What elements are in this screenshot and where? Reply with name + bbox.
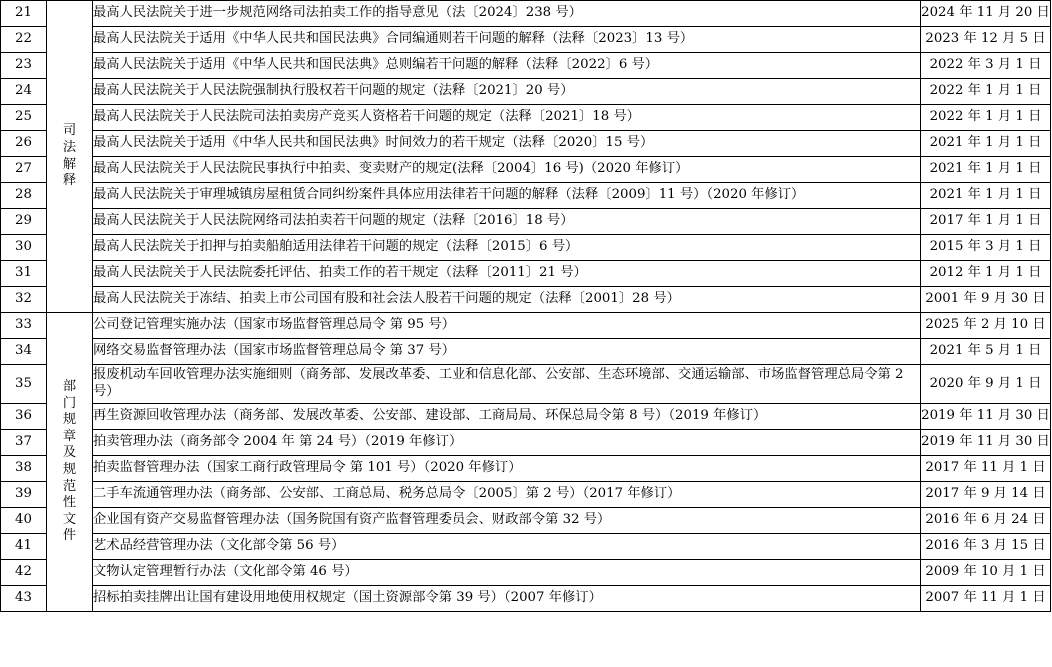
regulation-title: 拍卖管理办法（商务部令 2004 年 第 24 号）（2019 年修订）	[93, 430, 921, 456]
table-row	[1, 235, 1051, 261]
effective-date: 2017 年 1 月 1 日	[921, 209, 1051, 235]
effective-date: 2022 年 3 月 1 日	[921, 53, 1051, 79]
regulation-title: 招标拍卖挂牌出让国有建设用地使用权规定（国土资源部令第 39 号）（2007 年修订）	[93, 586, 921, 612]
table-row	[1, 79, 1051, 105]
table-row	[1, 53, 1051, 79]
regulation-title: 最高人民法院关于冻结、拍卖上市公司国有股和社会法人股若干问题的规定（法释〔2001〕28 号）	[93, 287, 921, 313]
regulation-title: 再生资源回收管理办法（商务部、发展改革委、公安部、建设部、工商局局、环保总局令第 8 号）（2019 年修订）	[93, 404, 921, 430]
category-char: 门	[62, 395, 77, 411]
effective-date: 2021 年 1 月 1 日	[921, 157, 1051, 183]
table-row	[1, 27, 1051, 53]
table-row	[1, 105, 1051, 131]
table-row	[1, 313, 1051, 339]
effective-date: 2020 年 9 月 1 日	[921, 365, 1051, 404]
regulation-title: 最高人民法院关于人民法院强制执行股权若干问题的规定（法释〔2021〕20 号）	[93, 79, 921, 105]
effective-date: 2019 年 11 月 30 日	[921, 430, 1051, 456]
row-number: 32	[1, 287, 47, 313]
category-char: 件	[62, 528, 77, 544]
category-char: 司	[62, 123, 77, 139]
category-char: 解	[62, 156, 77, 172]
row-number: 27	[1, 157, 47, 183]
table-row	[1, 261, 1051, 287]
effective-date: 2007 年 11 月 1 日	[921, 586, 1051, 612]
regulation-title: 最高人民法院关于适用《中华人民共和国民法典》合同编通则若干问题的解释（法释〔2023〕13 号）	[93, 27, 921, 53]
row-number: 43	[1, 586, 47, 612]
effective-date: 2023 年 12 月 5 日	[921, 27, 1051, 53]
regulation-title: 企业国有资产交易监督管理办法（国务院国有资产监督管理委员会、财政部令第 32 号）	[93, 508, 921, 534]
regulation-title: 最高人民法院关于人民法院委托评估、拍卖工作的若干规定（法释〔2011〕21 号）	[93, 261, 921, 287]
regulation-title: 最高人民法院关于适用《中华人民共和国民法典》时间效力的若干规定（法释〔2020〕15 号）	[93, 131, 921, 157]
effective-date: 2021 年 5 月 1 日	[921, 339, 1051, 365]
row-number: 34	[1, 339, 47, 365]
effective-date: 2016 年 6 月 24 日	[921, 508, 1051, 534]
row-number: 35	[1, 365, 47, 404]
table-row	[1, 534, 1051, 560]
regulation-title: 网络交易监督管理办法（国家市场监督管理总局令 第 37 号）	[93, 339, 921, 365]
table-row	[1, 157, 1051, 183]
row-number: 21	[1, 1, 47, 27]
regulation-title: 文物认定管理暂行办法（文化部令第 46 号）	[93, 560, 921, 586]
row-number: 36	[1, 404, 47, 430]
regulation-title: 最高人民法院关于人民法院司法拍卖房产竞买人资格若干问题的规定（法释〔2021〕18 号）	[93, 105, 921, 131]
row-number: 31	[1, 261, 47, 287]
effective-date: 2024 年 11 月 20 日	[921, 1, 1051, 27]
effective-date: 2001 年 9 月 30 日	[921, 287, 1051, 313]
row-number: 38	[1, 456, 47, 482]
table-row	[1, 209, 1051, 235]
table-row	[1, 560, 1051, 586]
row-number: 40	[1, 508, 47, 534]
category-cell	[47, 313, 93, 612]
category-char: 部	[62, 378, 77, 394]
table-row	[1, 456, 1051, 482]
row-number: 42	[1, 560, 47, 586]
regulation-title: 报废机动车回收管理办法实施细则（商务部、发展改革委、工业和信息化部、公安部、生态环境部、交通运输部、市场监督管理总局令第 2 号）	[93, 365, 921, 404]
category-char: 性	[62, 495, 77, 511]
row-number: 37	[1, 430, 47, 456]
table-row	[1, 508, 1051, 534]
category-char: 法	[62, 139, 77, 155]
row-number: 30	[1, 235, 47, 261]
effective-date: 2022 年 1 月 1 日	[921, 105, 1051, 131]
table-row	[1, 131, 1051, 157]
regulation-title: 最高人民法院关于适用《中华人民共和国民法典》总则编若干问题的解释（法释〔2022〕6 号）	[93, 53, 921, 79]
category-char: 范	[62, 478, 77, 494]
effective-date: 2025 年 2 月 10 日	[921, 313, 1051, 339]
effective-date: 2021 年 1 月 1 日	[921, 131, 1051, 157]
regulation-title: 最高人民法院关于审理城镇房屋租赁合同纠纷案件具体应用法律若干问题的解释（法释〔2009〕11 号）（2020 年修订）	[93, 183, 921, 209]
category-cell	[47, 1, 93, 313]
regulation-title: 最高人民法院关于扣押与拍卖船舶适用法律若干问题的规定（法释〔2015〕6 号）	[93, 235, 921, 261]
effective-date: 2016 年 3 月 15 日	[921, 534, 1051, 560]
row-number: 26	[1, 131, 47, 157]
row-number: 24	[1, 79, 47, 105]
regulation-title: 二手车流通管理办法（商务部、公安部、工商总局、税务总局令〔2005〕第 2 号）（2017 年修订）	[93, 482, 921, 508]
regulation-title: 拍卖监督管理办法（国家工商行政管理局令 第 101 号）（2020 年修订）	[93, 456, 921, 482]
row-number: 39	[1, 482, 47, 508]
row-number: 22	[1, 27, 47, 53]
row-number: 29	[1, 209, 47, 235]
regulation-title: 公司登记管理实施办法（国家市场监督管理总局令 第 95 号）	[93, 313, 921, 339]
regulation-title: 最高人民法院关于进一步规范网络司法拍卖工作的指导意见（法〔2024〕238 号）	[93, 1, 921, 27]
table-row	[1, 404, 1051, 430]
row-number: 25	[1, 105, 47, 131]
table-row	[1, 586, 1051, 612]
category-char: 规	[62, 462, 77, 477]
table-row	[1, 430, 1051, 456]
row-number: 28	[1, 183, 47, 209]
effective-date: 2021 年 1 月 1 日	[921, 183, 1051, 209]
table-body	[1, 1, 1051, 612]
effective-date: 2012 年 1 月 1 日	[921, 261, 1051, 287]
regulation-title: 最高人民法院关于人民法院民事执行中拍卖、变卖财产的规定(法释〔2004〕16 号)（2020 年修订）	[93, 157, 921, 183]
table-row	[1, 183, 1051, 209]
category-char: 释	[62, 173, 77, 189]
table-row	[1, 365, 1051, 404]
effective-date: 2009 年 10 月 1 日	[921, 560, 1051, 586]
effective-date: 2017 年 9 月 14 日	[921, 482, 1051, 508]
table-row	[1, 339, 1051, 365]
row-number: 23	[1, 53, 47, 79]
category-char: 章	[62, 428, 77, 444]
category-char: 文	[62, 511, 77, 527]
table-row	[1, 287, 1051, 313]
regulation-title: 艺术品经营管理办法（文化部令第 56 号）	[93, 534, 921, 560]
table-row	[1, 482, 1051, 508]
category-char: 规	[62, 412, 77, 428]
regulation-title: 最高人民法院关于人民法院网络司法拍卖若干问题的规定（法释〔2016〕18 号）	[93, 209, 921, 235]
category-char: 及	[62, 445, 77, 461]
effective-date: 2017 年 11 月 1 日	[921, 456, 1051, 482]
effective-date: 2022 年 1 月 1 日	[921, 79, 1051, 105]
effective-date: 2019 年 11 月 30 日	[921, 404, 1051, 430]
row-number: 33	[1, 313, 47, 339]
effective-date: 2015 年 3 月 1 日	[921, 235, 1051, 261]
table-row	[1, 1, 1051, 27]
row-number: 41	[1, 534, 47, 560]
